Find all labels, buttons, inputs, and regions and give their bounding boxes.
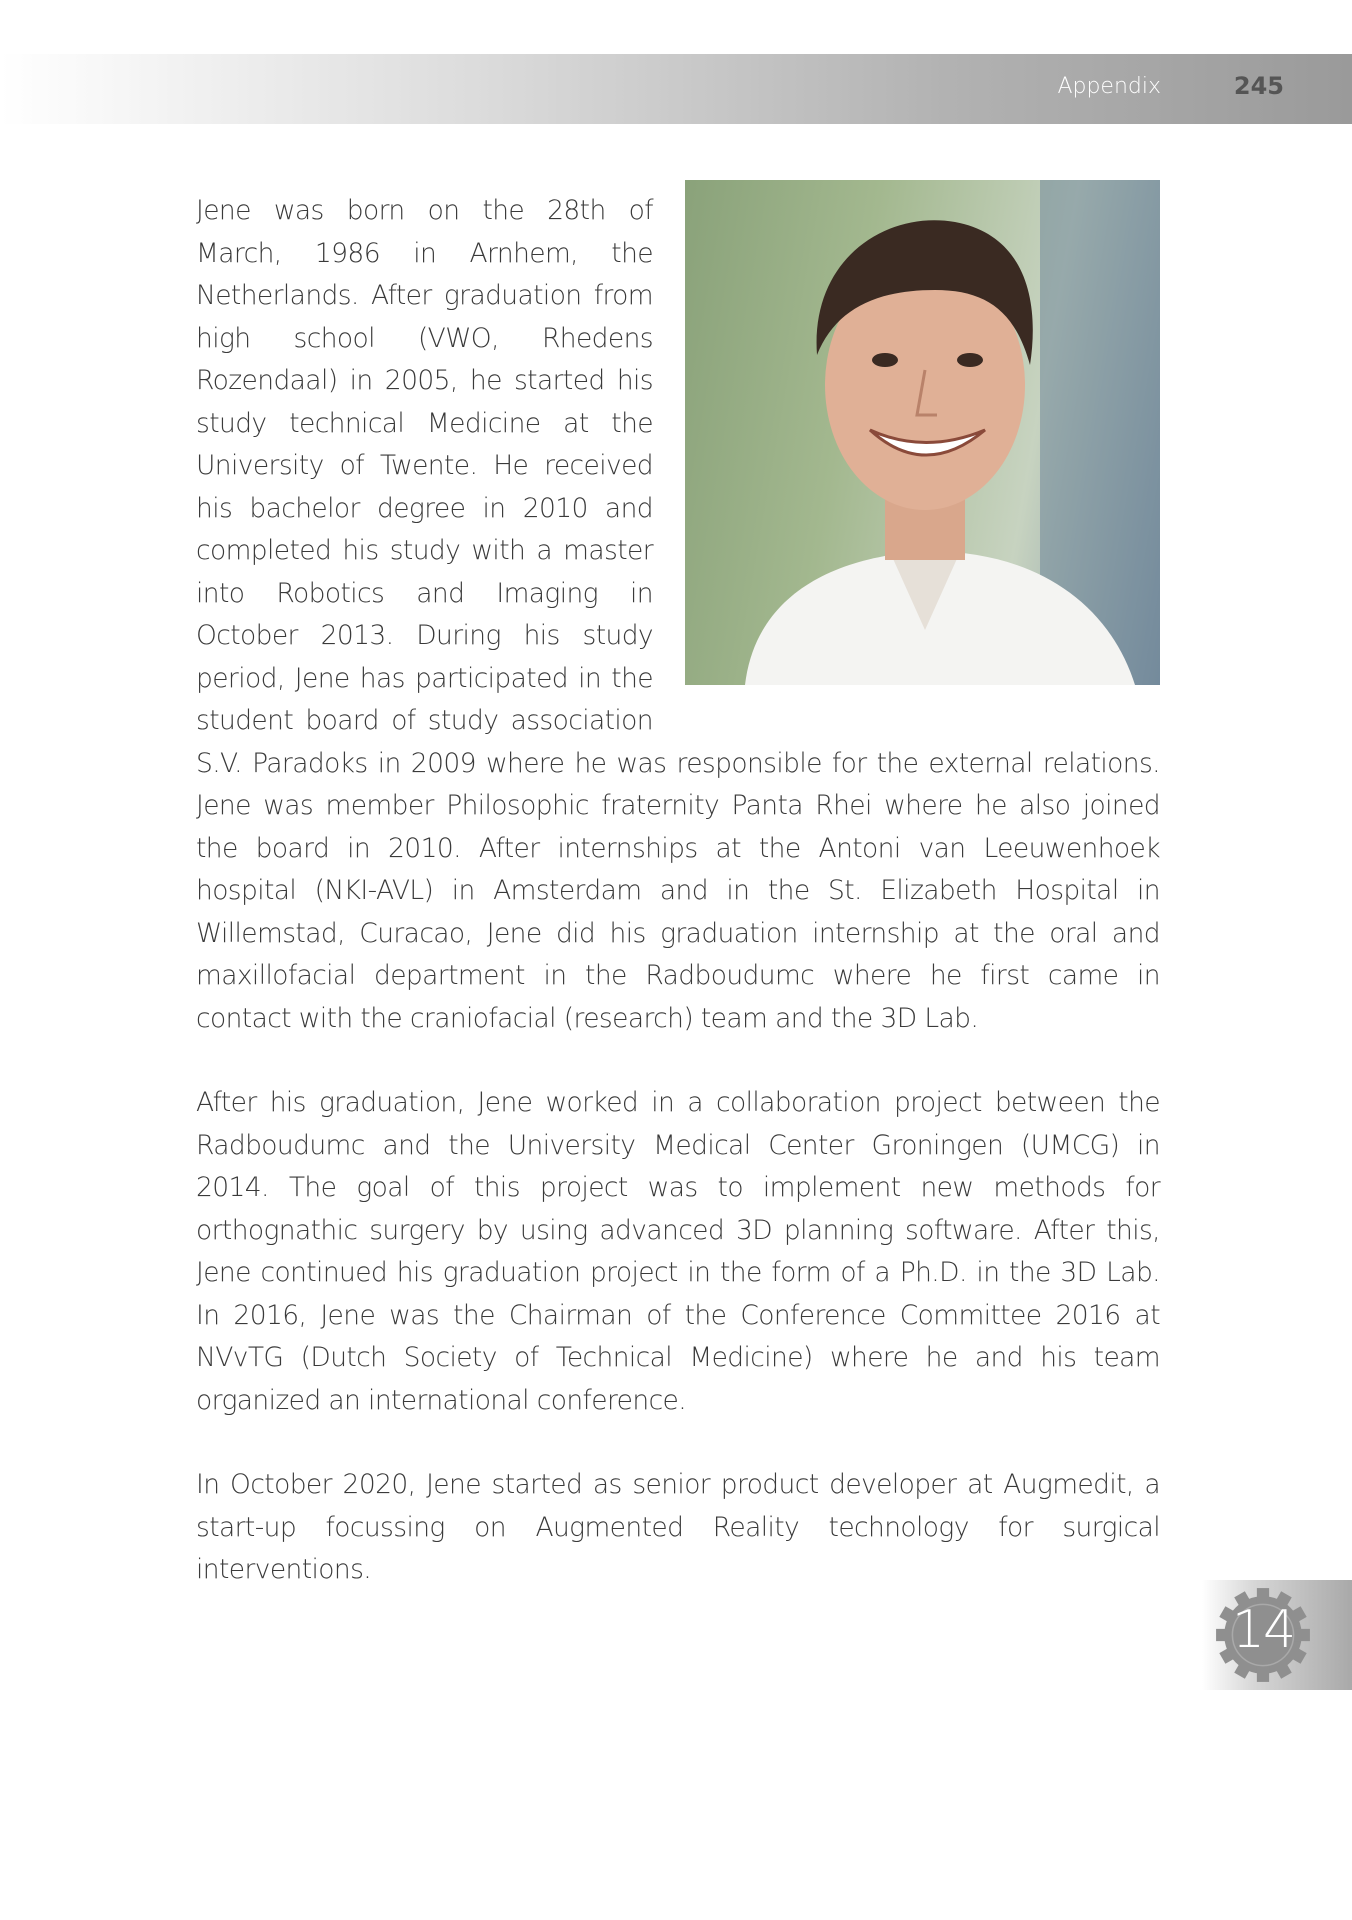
- portrait-illustration: [685, 180, 1160, 685]
- bio-paragraph: In October 2020, Jene started as senior product developer at Augmedit, a start-up focussing on Augmented Reality technology for surgical interventions.: [196, 1469, 1160, 1585]
- author-portrait: [685, 180, 1160, 685]
- bio-paragraph: After his graduation, Jene worked in a collaboration project between the Radboudumc and the University Medical Center Groningen (UMCG) in 2014. The goal of this project was to implement new methods for orthognathic surgery by using advanced 3D planning software. After this, Jene continued his graduation project in the form of a Ph.D. in the 3D Lab. In 2016, Jene was the Chairman of the Conference Committee 2016 at NVvTG (Dutch Society of Technical Medicine) where he and his team organized an international conference.: [196, 1087, 1160, 1416]
- running-header-section: Appendix: [1057, 74, 1161, 99]
- biography: [196, 190, 1160, 1634]
- chapter-number: 14: [1231, 1600, 1295, 1660]
- page-number: 245: [1233, 72, 1284, 100]
- bio-paragraph: Jene was born on the 28th of March, 1986 in Arnhem, the Netherlands. After graduation from high school (VWO, Rhedens Rozendaal) in 2005, he started his study technical Medicine at the University of Twente. He received his bachelor degree in 2010 and completed his study with a master into Robotics and Imaging in October 2013. During his study period, Jene has participated in the student board of study association S.V. Paradoks in 2009 where he was responsible for the external relations. Jene was member Philosophic fraternity Panta Rhei where he also joined the board in 2010. After internships at the Antoni van Leeuwenhoek hospital (NKI-AVL) in Amsterdam and in the St. Elizabeth Hospital in Willemstad, Curacao, Jene did his graduation internship at the oral and maxillofacial department in the Radboudumc where he first came in contact with the craniofacial (research) team and the 3D Lab.: [196, 195, 1160, 1034]
